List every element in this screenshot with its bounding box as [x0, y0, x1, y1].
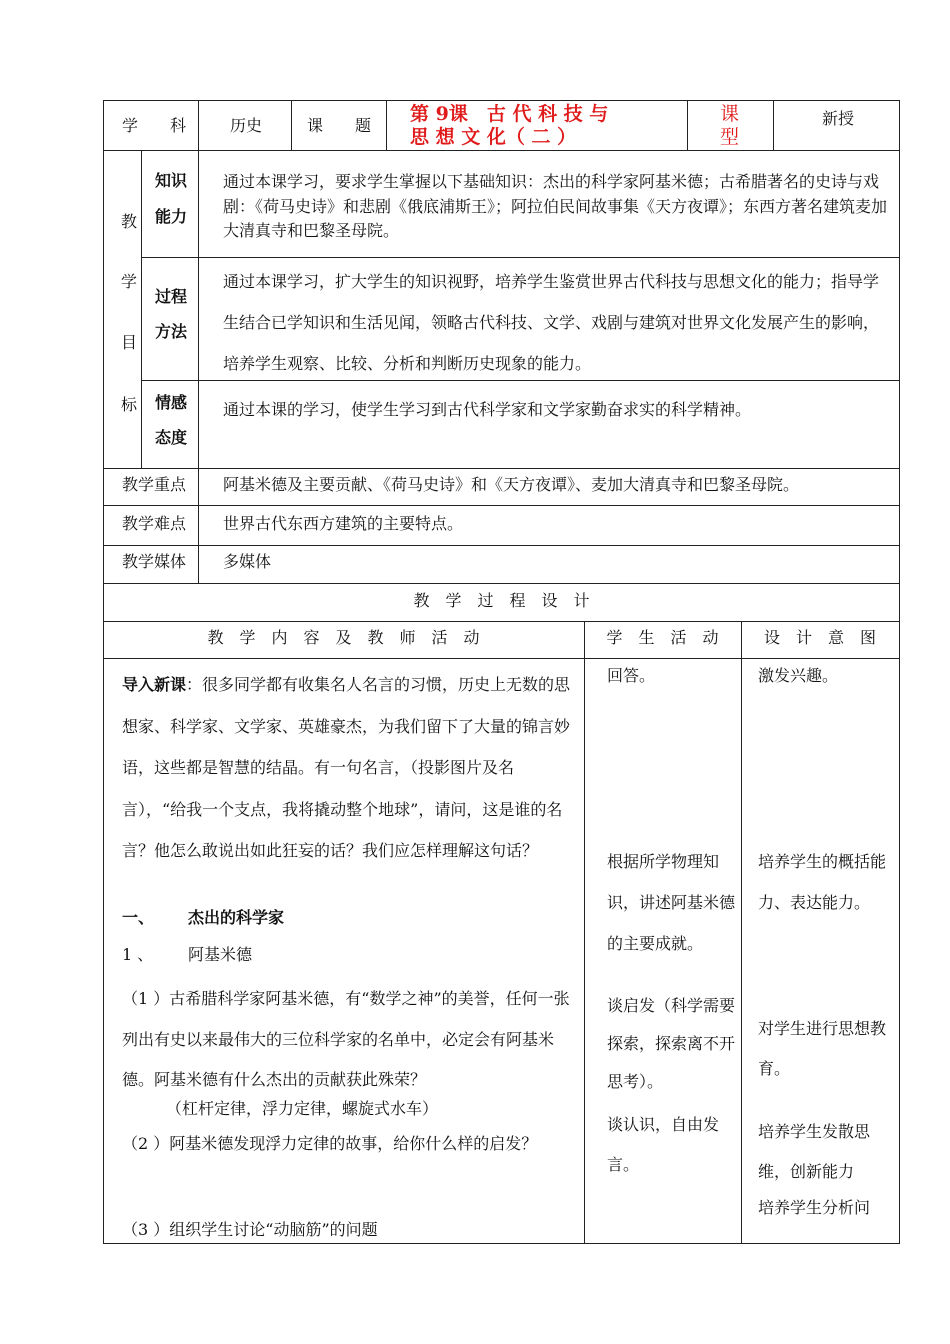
col-divider: [386, 100, 387, 150]
row-divider: [103, 505, 900, 506]
student-activity-2: 根据所学物理知识，讲述阿基米德的主要成就。: [607, 852, 736, 953]
intro-label: 导入新课: [122, 675, 187, 694]
section1-title: 杰出的科学家: [188, 908, 285, 927]
topic-label: 课 题: [307, 116, 372, 135]
media-label: 教学媒体: [122, 552, 187, 571]
table-border-bottom: [103, 1243, 900, 1244]
row-divider: [103, 468, 900, 469]
col-divider: [687, 100, 688, 150]
design-intent-5: 培养学生分析问: [758, 1198, 871, 1217]
section1-number: 一、: [122, 908, 155, 927]
student-activity-3: 谈启发（科学需要探索，探索离不开思考）。: [607, 996, 736, 1091]
row-divider: [141, 257, 900, 258]
question-1: （1 ）古希腊科学家阿基米德，有“数学之神”的美誉，任何一张列出有史以来最伟大的三位科学家的名单中，必定会有阿基米德。阿基米德有什么杰出的贡献获此殊荣？: [122, 989, 570, 1089]
table-border-top: [103, 100, 900, 101]
lesson-title-line1: 第 9课 古 代 科 技 与: [410, 103, 609, 125]
difficult-points-text: 世界古代东西方建筑的主要特点。: [223, 514, 464, 533]
col-divider: [773, 100, 774, 150]
knowledge-label-1: 知识: [155, 171, 188, 190]
col-divider: [584, 621, 585, 1243]
process-label-1: 过程: [155, 287, 188, 306]
design-intent-2: 培养学生的概括能力、表达能力。: [758, 852, 887, 912]
student-activity-1: 回答。: [607, 666, 656, 685]
table-border-right: [899, 100, 900, 1244]
key-points-label: 教学重点: [122, 475, 187, 494]
row-divider: [103, 150, 900, 151]
row-divider: [103, 621, 900, 622]
intro-text: ：很多同学都有收集名人名言的习惯，历史上无数的思想家、科学家、文学家、英雄豪杰，为我们留下了大量的锦言妙语，这些都是智慧的结晶。有一句名言，（投影图片及名言），“给我一个支点，我将撬动整个地球”，请问，这是谁的名言？他怎么敢说出如此狂妄的话？我们应怎样理解这句话？: [122, 675, 571, 860]
emotion-label-1: 情感: [155, 393, 188, 412]
col-divider: [141, 150, 142, 468]
student-activity-4: 谈认识，自由发言。: [607, 1115, 720, 1174]
row-divider: [103, 545, 900, 546]
sub1-number: 1 、: [122, 945, 154, 964]
col-divider: [198, 100, 199, 150]
type-value: 新授: [822, 109, 855, 128]
subject-label: 学 科: [122, 116, 187, 135]
type-label-2: 型: [720, 126, 740, 148]
objectives-side-label-3: 目: [121, 333, 138, 352]
difficult-points-label: 教学难点: [122, 514, 187, 533]
col-divider: [291, 100, 292, 150]
column-header-content: 教 学 内 容 及 教 师 活 动: [207, 628, 480, 647]
objectives-side-label-2: 学: [121, 272, 138, 291]
key-points-text: 阿基米德及主要贡献、《荷马史诗》和《天方夜谭》、麦加大清真寺和巴黎圣母院。: [223, 475, 800, 494]
emotion-label-2: 态度: [155, 428, 188, 447]
process-text: 通过本课学习，扩大学生的知识视野，培养学生鉴赏世界古代科技与思想文化的能力；指导学生结合已学知识和生活见闻，领略古代科技、文学、戏剧与建筑对世界文化发展产生的影响，培养学生观察、比较、分析和判断历史现象的能力。: [223, 272, 880, 373]
objectives-side-label-4: 标: [121, 395, 138, 414]
knowledge-label-2: 能力: [155, 207, 188, 226]
question-2: （2 ）阿基米德发现浮力定律的故事，给你什么样的启发？: [122, 1134, 538, 1153]
question-3: （3 ）组织学生讨论“动脑筋”的问题: [122, 1220, 378, 1239]
sub1-title: 阿基米德: [188, 945, 253, 964]
type-label-1: 课: [720, 103, 740, 125]
column-header-design: 设 计 意 图: [763, 628, 876, 647]
design-intent-3: 对学生进行思想教育。: [758, 1019, 887, 1078]
col-divider: [198, 150, 199, 583]
subject-value: 历史: [230, 116, 263, 135]
table-border-left: [103, 100, 104, 1244]
answer-1: （杠杆定律，浮力定律，螺旋式水车）: [166, 1099, 439, 1118]
col-divider: [741, 621, 742, 1243]
process-design-title: 教 学 过 程 设 计: [413, 591, 590, 610]
row-divider: [103, 583, 900, 584]
column-header-student: 学 生 活 动: [606, 628, 719, 647]
intro-paragraph: [122, 664, 578, 872]
design-intent-1: 激发兴趣。: [758, 666, 839, 685]
emotion-text: 通过本课的学习，使学生学习到古代科学家和文学家勤奋求实的科学精神。: [223, 400, 752, 419]
lesson-title-line2: 思 想 文 化（ 二 ）: [410, 126, 577, 148]
design-intent-4: 培养学生发散思维，创新能力: [758, 1122, 871, 1181]
media-text: 多媒体: [223, 552, 272, 571]
objectives-side-label-1: 教: [121, 212, 138, 231]
knowledge-text: 通过本课学习，要求学生掌握以下基础知识：杰出的科学家阿基米德；古希腊著名的史诗与戏剧：《荷马史诗》和悲剧《俄底浦斯王》；阿拉伯民间故事集《天方夜谭》；东西方著名建筑麦加大清真寺和巴黎圣母院。: [223, 172, 888, 240]
process-label-2: 方法: [155, 322, 188, 341]
row-divider: [103, 658, 900, 659]
